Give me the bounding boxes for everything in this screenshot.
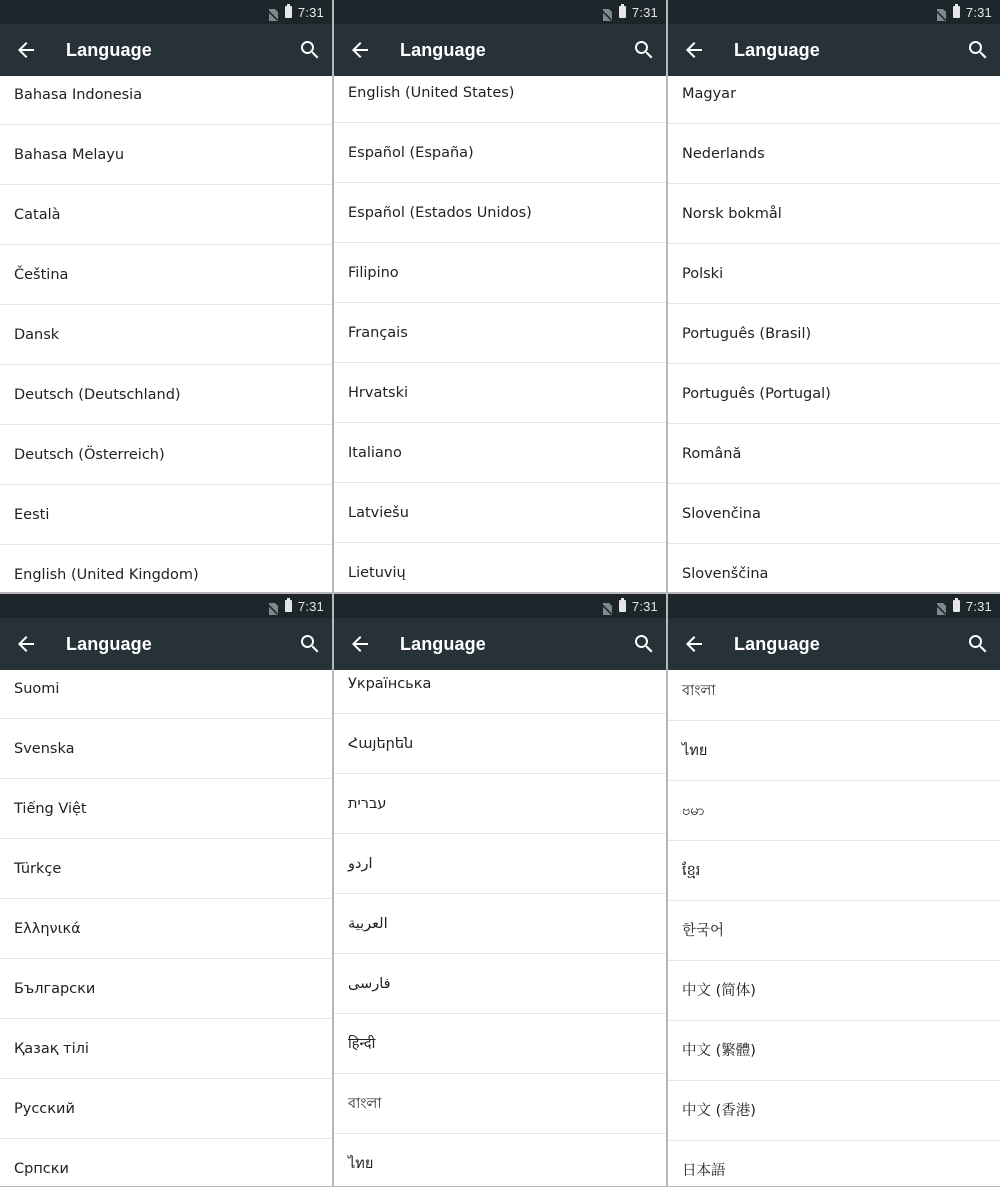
app-bar — [334, 618, 666, 670]
language-list[interactable] — [668, 670, 1000, 1186]
no-sim-icon — [935, 600, 946, 612]
page-title: Language — [66, 634, 152, 654]
language-list-item[interactable]: Català — [0, 186, 332, 245]
language-list-item[interactable]: Português (Brasil) — [668, 305, 1000, 364]
no-sim-icon — [601, 6, 612, 18]
page-title: Language — [734, 40, 820, 60]
language-list-item[interactable]: Magyar — [668, 76, 1000, 124]
language-list-item[interactable]: ဗမာ — [668, 782, 1000, 841]
language-list-item[interactable]: Bahasa Indonesia — [0, 76, 332, 125]
language-list-item[interactable]: Latviešu — [334, 484, 666, 543]
clock: 7:31 — [297, 4, 324, 20]
status-bar — [0, 594, 332, 618]
language-list-item[interactable]: ไทย — [668, 722, 1000, 781]
language-list-item[interactable]: Norsk bokmål — [668, 185, 1000, 244]
battery-icon — [619, 600, 626, 612]
clock: 7:31 — [965, 4, 992, 20]
search-icon — [298, 38, 322, 62]
page-title: Language — [734, 634, 820, 654]
language-list-item[interactable]: ខ្មែរ — [668, 842, 1000, 901]
clock: 7:31 — [297, 598, 324, 614]
language-screen — [0, 0, 332, 592]
no-sim-icon — [601, 600, 612, 612]
status-bar — [668, 0, 1000, 24]
page-title: Language — [400, 634, 486, 654]
language-list-item[interactable]: Português (Portugal) — [668, 365, 1000, 424]
language-list[interactable] — [334, 76, 666, 592]
search-button[interactable] — [632, 38, 656, 62]
status-icons — [935, 0, 992, 24]
language-list-item[interactable]: Deutsch (Österreich) — [0, 426, 332, 485]
back-button[interactable] — [14, 38, 38, 62]
status-bar — [668, 594, 1000, 618]
language-list-item[interactable]: Українська — [334, 670, 666, 714]
language-list-item[interactable]: Nederlands — [668, 125, 1000, 184]
battery-icon — [619, 6, 626, 18]
clock: 7:31 — [631, 4, 658, 20]
language-list-item[interactable]: فارسی — [334, 955, 666, 1014]
back-button[interactable] — [348, 38, 372, 62]
language-list-item[interactable]: বাংলা — [334, 1075, 666, 1134]
no-sim-icon — [267, 600, 278, 612]
language-list-item[interactable]: Dansk — [0, 306, 332, 365]
arrow-back-icon — [348, 38, 372, 62]
language-screen — [0, 594, 332, 1186]
language-list-item[interactable]: English (United States) — [334, 76, 666, 123]
language-list-item[interactable]: Čeština — [0, 246, 332, 305]
app-bar — [668, 24, 1000, 76]
language-list-item[interactable]: Filipino — [334, 244, 666, 303]
language-screen — [334, 594, 666, 1186]
status-icons — [267, 594, 324, 618]
language-list[interactable] — [0, 670, 332, 1186]
language-list-item[interactable]: Български — [0, 960, 332, 1019]
language-list-item[interactable]: Հայերեն — [334, 715, 666, 774]
language-list-item[interactable]: Română — [668, 425, 1000, 484]
search-icon — [966, 632, 990, 656]
language-list-item[interactable]: Hrvatski — [334, 364, 666, 423]
arrow-back-icon — [682, 632, 706, 656]
language-list-item[interactable]: Français — [334, 304, 666, 363]
language-list-item[interactable]: Slovenščina — [668, 545, 1000, 592]
language-list-item[interactable]: 日本語 — [668, 1142, 1000, 1186]
language-list[interactable] — [668, 76, 1000, 592]
app-bar — [334, 24, 666, 76]
language-list-item[interactable]: 中文 (繁體) — [668, 1022, 1000, 1081]
battery-icon — [953, 600, 960, 612]
app-bar — [0, 24, 332, 76]
status-icons — [601, 0, 658, 24]
no-sim-icon — [267, 6, 278, 18]
search-icon — [632, 632, 656, 656]
status-bar — [0, 0, 332, 24]
back-button[interactable] — [682, 38, 706, 62]
page-title: Language — [400, 40, 486, 60]
search-icon — [966, 38, 990, 62]
search-button[interactable] — [966, 38, 990, 62]
language-list-item[interactable]: Русский — [0, 1080, 332, 1139]
language-screen — [334, 0, 666, 592]
search-button[interactable] — [298, 38, 322, 62]
arrow-back-icon — [682, 38, 706, 62]
page-title: Language — [66, 40, 152, 60]
language-list-item[interactable]: বাংলা — [668, 670, 1000, 721]
language-list-item[interactable]: Svenska — [0, 720, 332, 779]
language-list-item[interactable]: Tiếng Việt — [0, 780, 332, 839]
status-bar — [334, 594, 666, 618]
language-screen — [668, 0, 1000, 592]
search-button[interactable] — [298, 632, 322, 656]
language-list-item[interactable]: Italiano — [334, 424, 666, 483]
arrow-back-icon — [348, 632, 372, 656]
language-list-item[interactable]: Српски — [0, 1140, 332, 1186]
language-list-item[interactable]: Lietuvių — [334, 544, 666, 592]
back-button[interactable] — [682, 632, 706, 656]
language-list-item[interactable]: Polski — [668, 245, 1000, 304]
app-bar — [0, 618, 332, 670]
language-list-item[interactable]: हिन्दी — [334, 1015, 666, 1074]
search-button[interactable] — [632, 632, 656, 656]
language-list-item[interactable]: Eesti — [0, 486, 332, 545]
language-list-item[interactable]: Bahasa Melayu — [0, 126, 332, 185]
clock: 7:31 — [631, 598, 658, 614]
search-button[interactable] — [966, 632, 990, 656]
language-list[interactable] — [334, 670, 666, 1186]
back-button[interactable] — [14, 632, 38, 656]
arrow-back-icon — [14, 38, 38, 62]
clock: 7:31 — [965, 598, 992, 614]
language-list-item[interactable]: ไทย — [334, 1135, 666, 1186]
status-bar — [334, 0, 666, 24]
language-list-item[interactable]: עברית — [334, 775, 666, 834]
language-list-item[interactable]: Türkçe — [0, 840, 332, 899]
search-icon — [632, 38, 656, 62]
app-bar — [668, 618, 1000, 670]
language-list-item[interactable]: Suomi — [0, 670, 332, 719]
language-list-item[interactable]: Қазақ тілі — [0, 1020, 332, 1079]
battery-icon — [953, 6, 960, 18]
language-screen — [668, 594, 1000, 1186]
language-list-item[interactable]: 한국어 — [668, 902, 1000, 961]
language-list[interactable] — [0, 76, 332, 592]
back-button[interactable] — [348, 632, 372, 656]
language-list-item[interactable]: Español (Estados Unidos) — [334, 184, 666, 243]
language-list-item[interactable]: English (United Kingdom) — [0, 546, 332, 592]
status-icons — [601, 594, 658, 618]
status-icons — [267, 0, 324, 24]
no-sim-icon — [935, 6, 946, 18]
language-list-item[interactable]: Slovenčina — [668, 485, 1000, 544]
search-icon — [298, 632, 322, 656]
status-icons — [935, 594, 992, 618]
language-list-item[interactable]: 中文 (香港) — [668, 1082, 1000, 1141]
language-list-item[interactable]: Español (España) — [334, 124, 666, 183]
battery-icon — [285, 600, 292, 612]
language-list-item[interactable]: Ελληνικά — [0, 900, 332, 959]
language-list-item[interactable]: Deutsch (Deutschland) — [0, 366, 332, 425]
language-list-item[interactable]: اردو — [334, 835, 666, 894]
arrow-back-icon — [14, 632, 38, 656]
language-list-item[interactable]: العربية — [334, 895, 666, 954]
language-list-item[interactable]: 中文 (简体) — [668, 962, 1000, 1021]
battery-icon — [285, 6, 292, 18]
